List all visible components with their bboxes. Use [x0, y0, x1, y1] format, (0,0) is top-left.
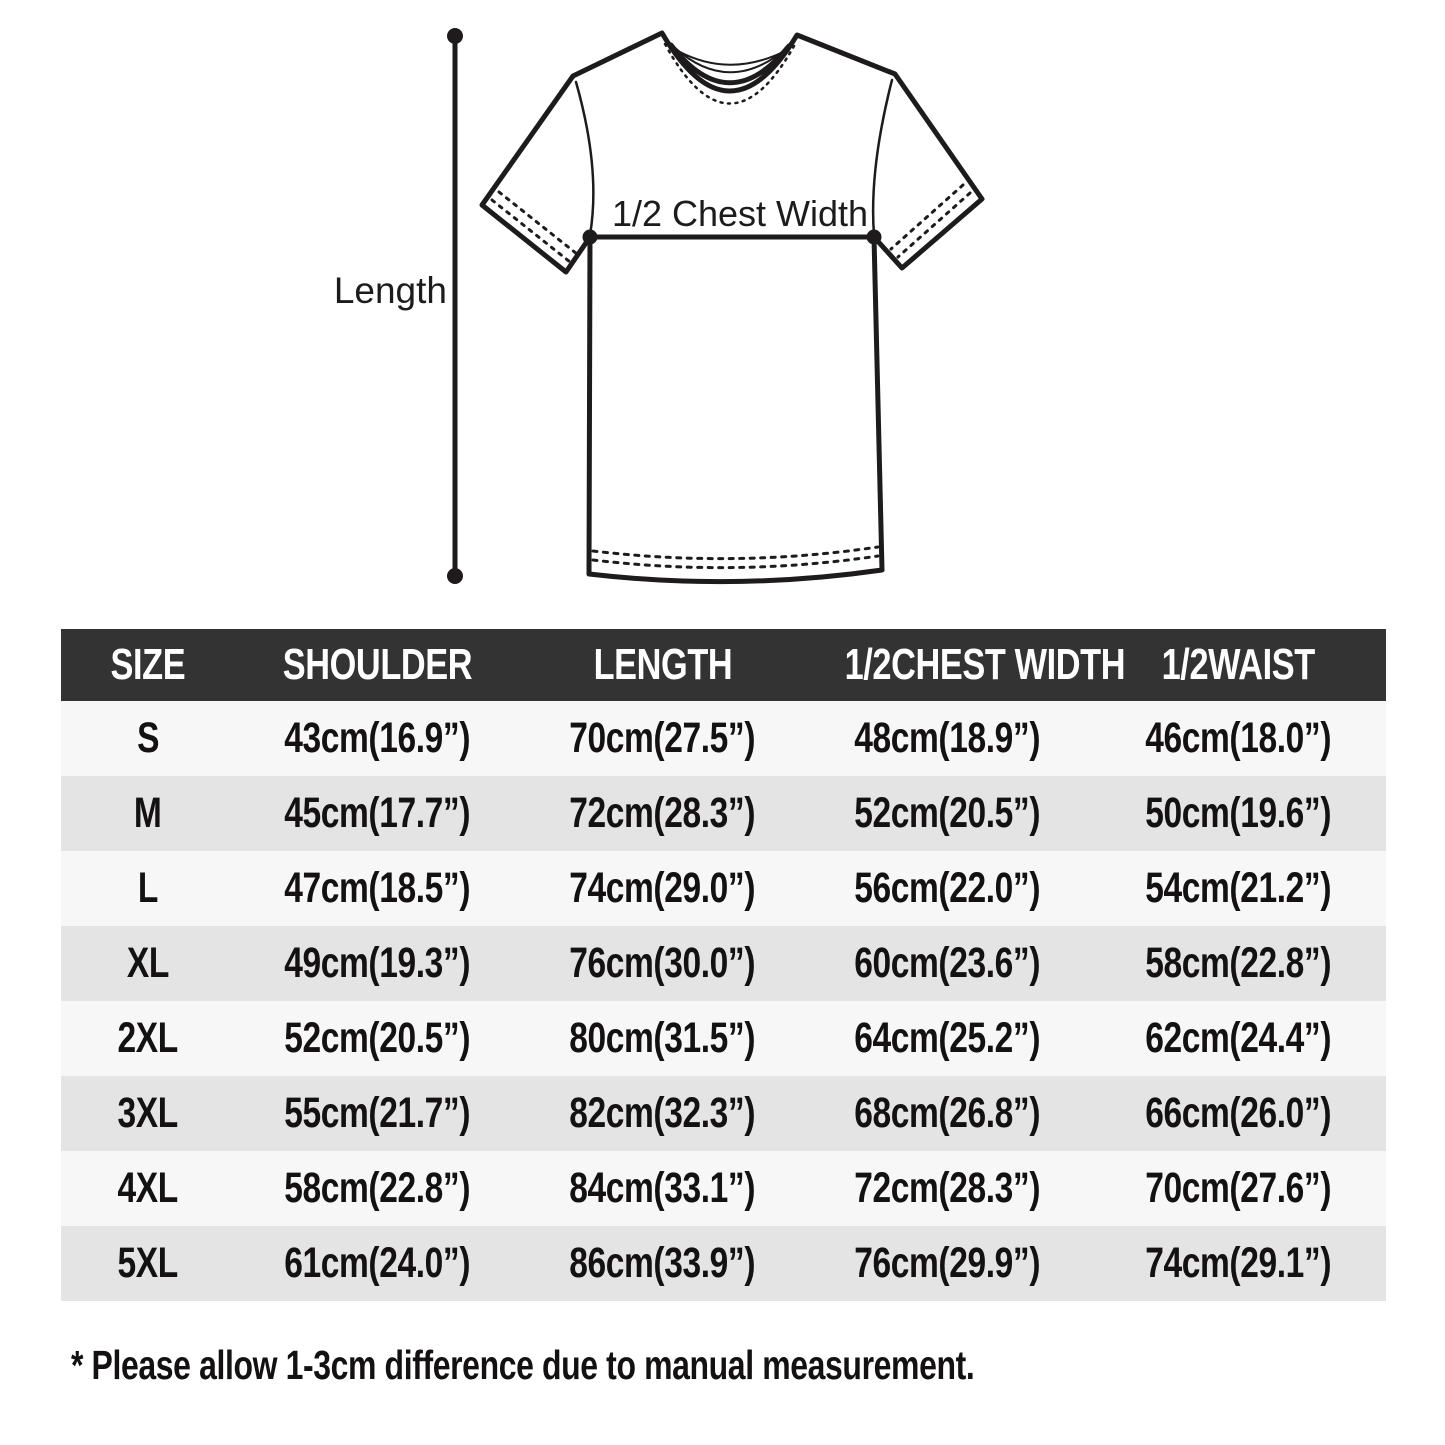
chest-value: 52cm(20.5”) [854, 789, 1041, 837]
chest-value: 48cm(18.9”) [854, 714, 1041, 762]
header-size-text: SIZE [110, 640, 186, 689]
chest-value: 72cm(28.3”) [854, 1164, 1041, 1212]
header-shoulder [235, 640, 520, 690]
size-value: S [137, 714, 159, 762]
cell-chest [805, 1164, 1090, 1213]
cell-chest [805, 714, 1090, 763]
cell-shoulder [235, 714, 520, 763]
header-length [520, 640, 805, 690]
cell-length [520, 1164, 805, 1213]
cell-size [61, 1014, 235, 1063]
shoulder-value: 58cm(22.8”) [284, 1164, 471, 1212]
chest-value: 76cm(29.9”) [854, 1239, 1041, 1287]
table-row [61, 851, 1386, 926]
shoulder-value: 49cm(19.3”) [284, 939, 471, 987]
waist-value: 74cm(29.1”) [1145, 1239, 1331, 1287]
tshirt-measurement-diagram [0, 0, 1445, 622]
cell-shoulder [235, 1089, 520, 1138]
waist-value: 62cm(24.4”) [1145, 1014, 1331, 1062]
cell-length [520, 789, 805, 838]
header-chest [805, 640, 1126, 690]
length-value: 72cm(28.3”) [569, 789, 756, 837]
cell-length [520, 1089, 805, 1138]
cell-waist [1090, 1089, 1386, 1138]
header-size [61, 640, 235, 690]
cell-shoulder [235, 1014, 520, 1063]
cell-length [520, 1014, 805, 1063]
length-value: 76cm(30.0”) [569, 939, 756, 987]
shoulder-value: 55cm(21.7”) [284, 1089, 471, 1137]
cell-size [61, 1164, 235, 1213]
cell-size [61, 1089, 235, 1138]
header-chest-text: 1/2CHEST WIDTH [844, 640, 1126, 689]
waist-value: 46cm(18.0”) [1145, 714, 1331, 762]
table-row [61, 1151, 1386, 1226]
table-row [61, 701, 1386, 776]
header-length-text: LENGTH [593, 640, 732, 689]
cell-waist [1090, 789, 1386, 838]
shoulder-value: 52cm(20.5”) [284, 1014, 471, 1062]
measurement-note-text: * Please allow 1-3cm difference due to manual measurement. [71, 1342, 975, 1388]
cell-chest [805, 1089, 1090, 1138]
tshirt-outline [482, 33, 982, 582]
size-value: XL [126, 939, 170, 987]
length-value: 86cm(33.9”) [569, 1239, 756, 1287]
chest-value: 64cm(25.2”) [854, 1014, 1041, 1062]
size-value: 2XL [117, 1014, 179, 1062]
table-row [61, 1001, 1386, 1076]
cell-waist [1090, 1164, 1386, 1213]
length-value: 70cm(27.5”) [569, 714, 756, 762]
header-shoulder-text: SHOULDER [282, 640, 473, 689]
table-header-row [61, 629, 1386, 701]
cell-waist [1090, 939, 1386, 988]
cell-shoulder [235, 789, 520, 838]
cell-chest [805, 864, 1090, 913]
cell-waist [1090, 864, 1386, 913]
cell-shoulder [235, 864, 520, 913]
chest-value: 60cm(23.6”) [854, 939, 1041, 987]
length-value: 84cm(33.1”) [569, 1164, 756, 1212]
cell-chest [805, 1239, 1090, 1288]
cell-length [520, 714, 805, 763]
table-row [61, 1226, 1386, 1301]
cell-length [520, 1239, 805, 1288]
table-row [61, 1076, 1386, 1151]
length-value: 82cm(32.3”) [569, 1089, 756, 1137]
cell-size [61, 1239, 235, 1288]
size-value: 5XL [117, 1239, 179, 1287]
cell-length [520, 939, 805, 988]
cell-waist [1090, 1239, 1386, 1288]
size-value: L [137, 864, 159, 912]
waist-value: 70cm(27.6”) [1145, 1164, 1331, 1212]
size-table [61, 629, 1386, 1301]
cell-size [61, 939, 235, 988]
waist-value: 66cm(26.0”) [1145, 1089, 1331, 1137]
waist-value: 54cm(21.2”) [1145, 864, 1331, 912]
measurement-note [71, 1342, 1229, 1389]
shoulder-value: 47cm(18.5”) [284, 864, 471, 912]
cell-shoulder [235, 1239, 520, 1288]
header-waist-text: 1/2WAIST [1161, 640, 1315, 689]
chest-width-label: 1/2 Chest Width [611, 193, 869, 234]
shoulder-value: 45cm(17.7”) [284, 789, 471, 837]
cell-size [61, 789, 235, 838]
cell-shoulder [235, 1164, 520, 1213]
length-value: 74cm(29.0”) [569, 864, 756, 912]
cell-length [520, 864, 805, 913]
shoulder-value: 61cm(24.0”) [284, 1239, 471, 1287]
cell-size [61, 714, 235, 763]
cell-chest [805, 789, 1090, 838]
cell-waist [1090, 1014, 1386, 1063]
table-row [61, 926, 1386, 1001]
size-value: 4XL [117, 1164, 179, 1212]
cell-chest [805, 939, 1090, 988]
shoulder-value: 43cm(16.9”) [284, 714, 471, 762]
size-value: M [134, 789, 162, 837]
waist-value: 50cm(19.6”) [1145, 789, 1331, 837]
size-value: 3XL [117, 1089, 179, 1137]
length-label: Length [333, 270, 447, 311]
cell-chest [805, 1014, 1090, 1063]
cell-waist [1090, 714, 1386, 763]
cell-size [61, 864, 235, 913]
cell-shoulder [235, 939, 520, 988]
table-row [61, 776, 1386, 851]
header-waist [1090, 640, 1386, 690]
chest-value: 56cm(22.0”) [854, 864, 1041, 912]
length-value: 80cm(31.5”) [569, 1014, 756, 1062]
waist-value: 58cm(22.8”) [1145, 939, 1331, 987]
chest-value: 68cm(26.8”) [854, 1089, 1041, 1137]
length-measure-line [447, 28, 463, 584]
